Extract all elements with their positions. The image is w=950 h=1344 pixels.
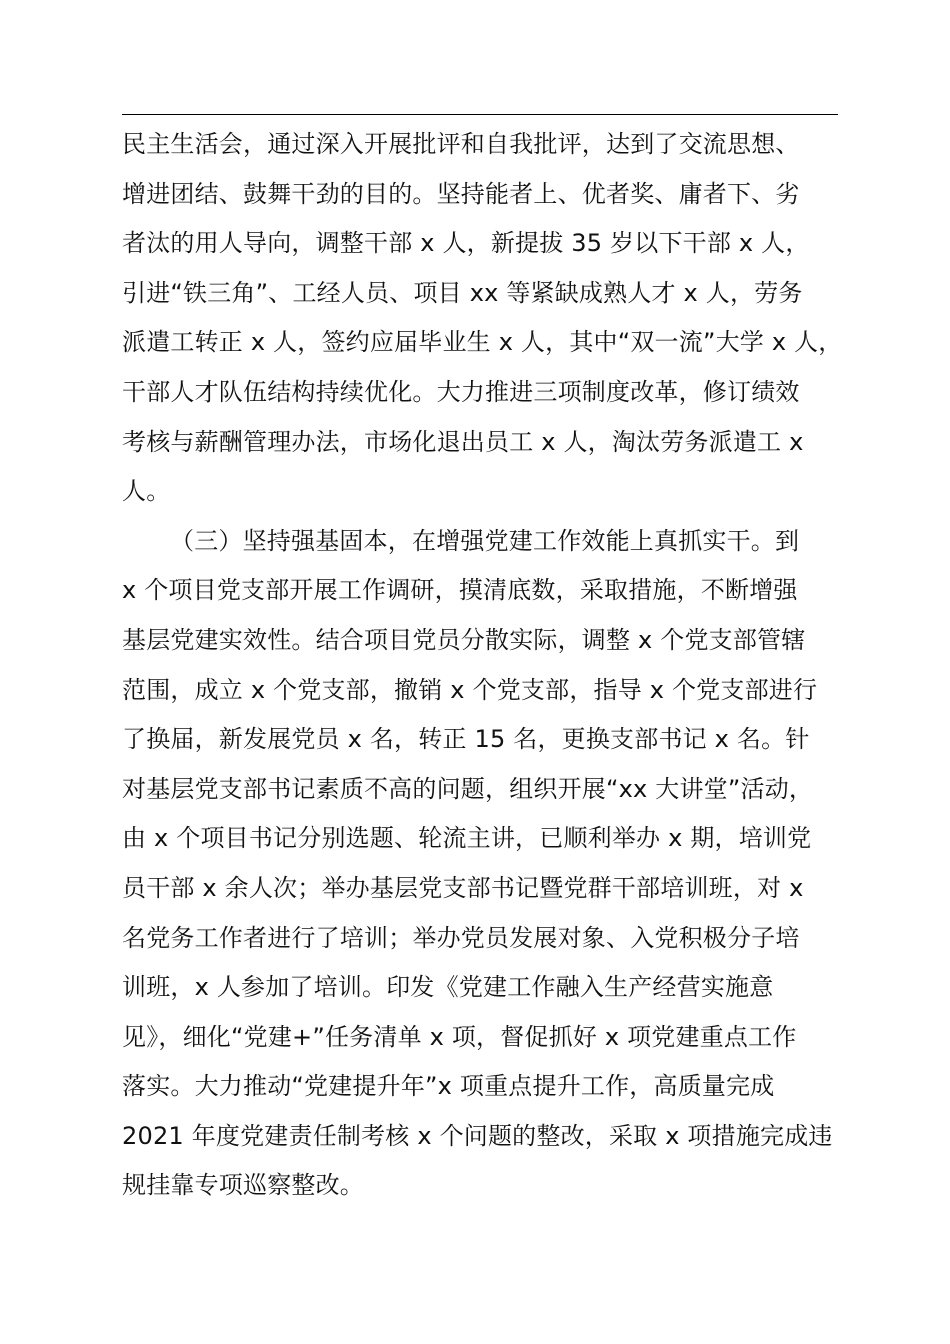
paragraph-line: 派遣工转正 x 人，签约应届毕业生 x 人，其中“双一流”大学 x 人， bbox=[122, 328, 843, 357]
paragraph-line: 干部人才队伍结构持续优化。大力推进三项制度改革，修订绩效 bbox=[122, 377, 800, 406]
header-rule bbox=[122, 114, 838, 115]
paragraph-line: 员干部 x 余人次；举办基层党支部书记暨党群干部培训班，对 x bbox=[122, 873, 804, 902]
paragraph-line: 人。 bbox=[122, 477, 171, 506]
paragraph-line: 考核与薪酬管理办法，市场化退出员工 x 人，淘汰劳务派遣工 x bbox=[122, 427, 804, 456]
paragraph-line: 范围，成立 x 个党支部，撤销 x 个党支部，指导 x 个党支部进行 bbox=[122, 675, 818, 704]
document-body bbox=[122, 120, 862, 1211]
paragraph-line: 了换届，新发展党员 x 名，转正 15 名，更换支部书记 x 名。针 bbox=[122, 725, 810, 754]
paragraph-line: 由 x 个项目书记分别选题、轮流主讲，已顺利举办 x 期，培训党 bbox=[122, 824, 812, 853]
paragraph-line: 民主生活会，通过深入开展批评和自我批评，达到了交流思想、 bbox=[122, 130, 800, 158]
paragraph-line: 落实。大力推动“党建提升年”x 项重点提升工作，高质量完成 bbox=[122, 1072, 775, 1101]
paragraph-line: 增进团结、鼓舞干劲的目的。坚持能者上、优者奖、庸者下、劣 bbox=[122, 179, 800, 208]
section-heading-line: （三）坚持强基固本，在增强党建工作效能上真抓实干。到 bbox=[170, 526, 800, 555]
paragraph-line: x 个项目党支部开展工作调研，摸清底数，采取措施，不断增强 bbox=[122, 576, 798, 605]
paragraph-line: 2021 年度党建责任制考核 x 个问题的整改，采取 x 项措施完成违 bbox=[122, 1121, 833, 1150]
paragraph-line: 名党务工作者进行了培训；举办党员发展对象、入党积极分子培 bbox=[122, 923, 800, 952]
paragraph-line: 对基层党支部书记素质不高的问题，组织开展“xx 大讲堂”活动， bbox=[122, 774, 814, 803]
paragraph-line: 引进“铁三角”、工经人员、项目 xx 等紧缺成熟人才 x 人，劳务 bbox=[122, 278, 803, 307]
paragraph-line: 基层党建实效性。结合项目党员分散实际，调整 x 个党支部管辖 bbox=[122, 625, 806, 654]
paragraph-line: 见》，细化“党建+”任务清单 x 项，督促抓好 x 项党建重点工作 bbox=[122, 1022, 797, 1051]
paragraph-line: 规挂靠专项巡察整改。 bbox=[122, 1171, 364, 1200]
paragraph-line: 训班，x 人参加了培训。印发《党建工作融入生产经营实施意 bbox=[122, 973, 774, 1002]
paragraph-line: 者汰的用人导向，调整干部 x 人，新提拔 35 岁以下干部 x 人， bbox=[122, 229, 810, 258]
